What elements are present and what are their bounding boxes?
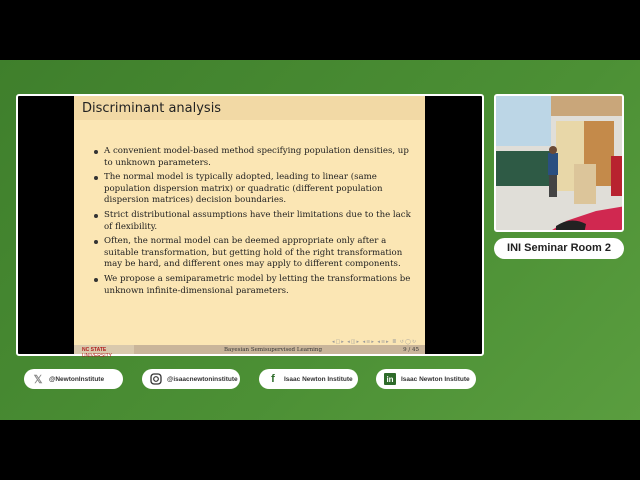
social-label: Isaac Newton Institute bbox=[401, 375, 470, 383]
slide-footer bbox=[74, 345, 425, 359]
slide-panel bbox=[16, 94, 484, 359]
social-facebook-link[interactable] bbox=[259, 369, 358, 389]
page-number: 9 / 45 bbox=[403, 346, 419, 353]
social-label: Isaac Newton Institute bbox=[284, 375, 353, 383]
social-instagram-link[interactable] bbox=[142, 369, 240, 389]
bullet: Often, the normal model can be deemed appropriate only after a suitable transformation, but getting hold of the right transformation may be hard, and different ones may apply to different components. bbox=[94, 236, 419, 271]
bullet: The normal model is typically adopted, leading to linear (same population dispersion matrix) or quadratic (different population dispersion matrices) decision boundaries. bbox=[94, 172, 419, 207]
footer-title: Bayesian Semisupervised Learning bbox=[224, 346, 322, 353]
x-icon: 𝕏 bbox=[33, 373, 43, 386]
linkedin-icon: in bbox=[384, 373, 396, 385]
social-linkedin-link[interactable] bbox=[376, 369, 476, 389]
ncstate-logo: NC STATE UNIVERSITY bbox=[74, 345, 134, 354]
instagram-icon bbox=[150, 373, 162, 385]
room-label: INI Seminar Room 2 bbox=[494, 238, 624, 259]
slide-title: Discriminant analysis bbox=[74, 96, 425, 120]
bullet: We propose a semiparametric model by letting the transformations be unknown infinite-dimensional parameters. bbox=[94, 274, 419, 297]
bullet: A convenient model-based method specifying population densities, up to unknown parameters. bbox=[94, 146, 419, 169]
speaker-camera bbox=[494, 94, 624, 232]
bullet: Strict distributional assumptions have their limitations due to the lack of flexibility. bbox=[94, 210, 419, 233]
facebook-icon: f bbox=[271, 373, 275, 385]
social-x-link[interactable] bbox=[24, 369, 123, 389]
bullet-list bbox=[94, 146, 419, 300]
video-stage bbox=[0, 60, 640, 420]
beamer-nav-icons: ◂□▸ ◂◫▸ ◂≡▸ ◂≡▸ ≣ ↺◯↻ bbox=[331, 339, 417, 345]
social-label: @NewtonInstitute bbox=[49, 375, 105, 383]
slide bbox=[74, 96, 425, 359]
social-label: @isaacnewtoninstitute bbox=[167, 375, 238, 383]
